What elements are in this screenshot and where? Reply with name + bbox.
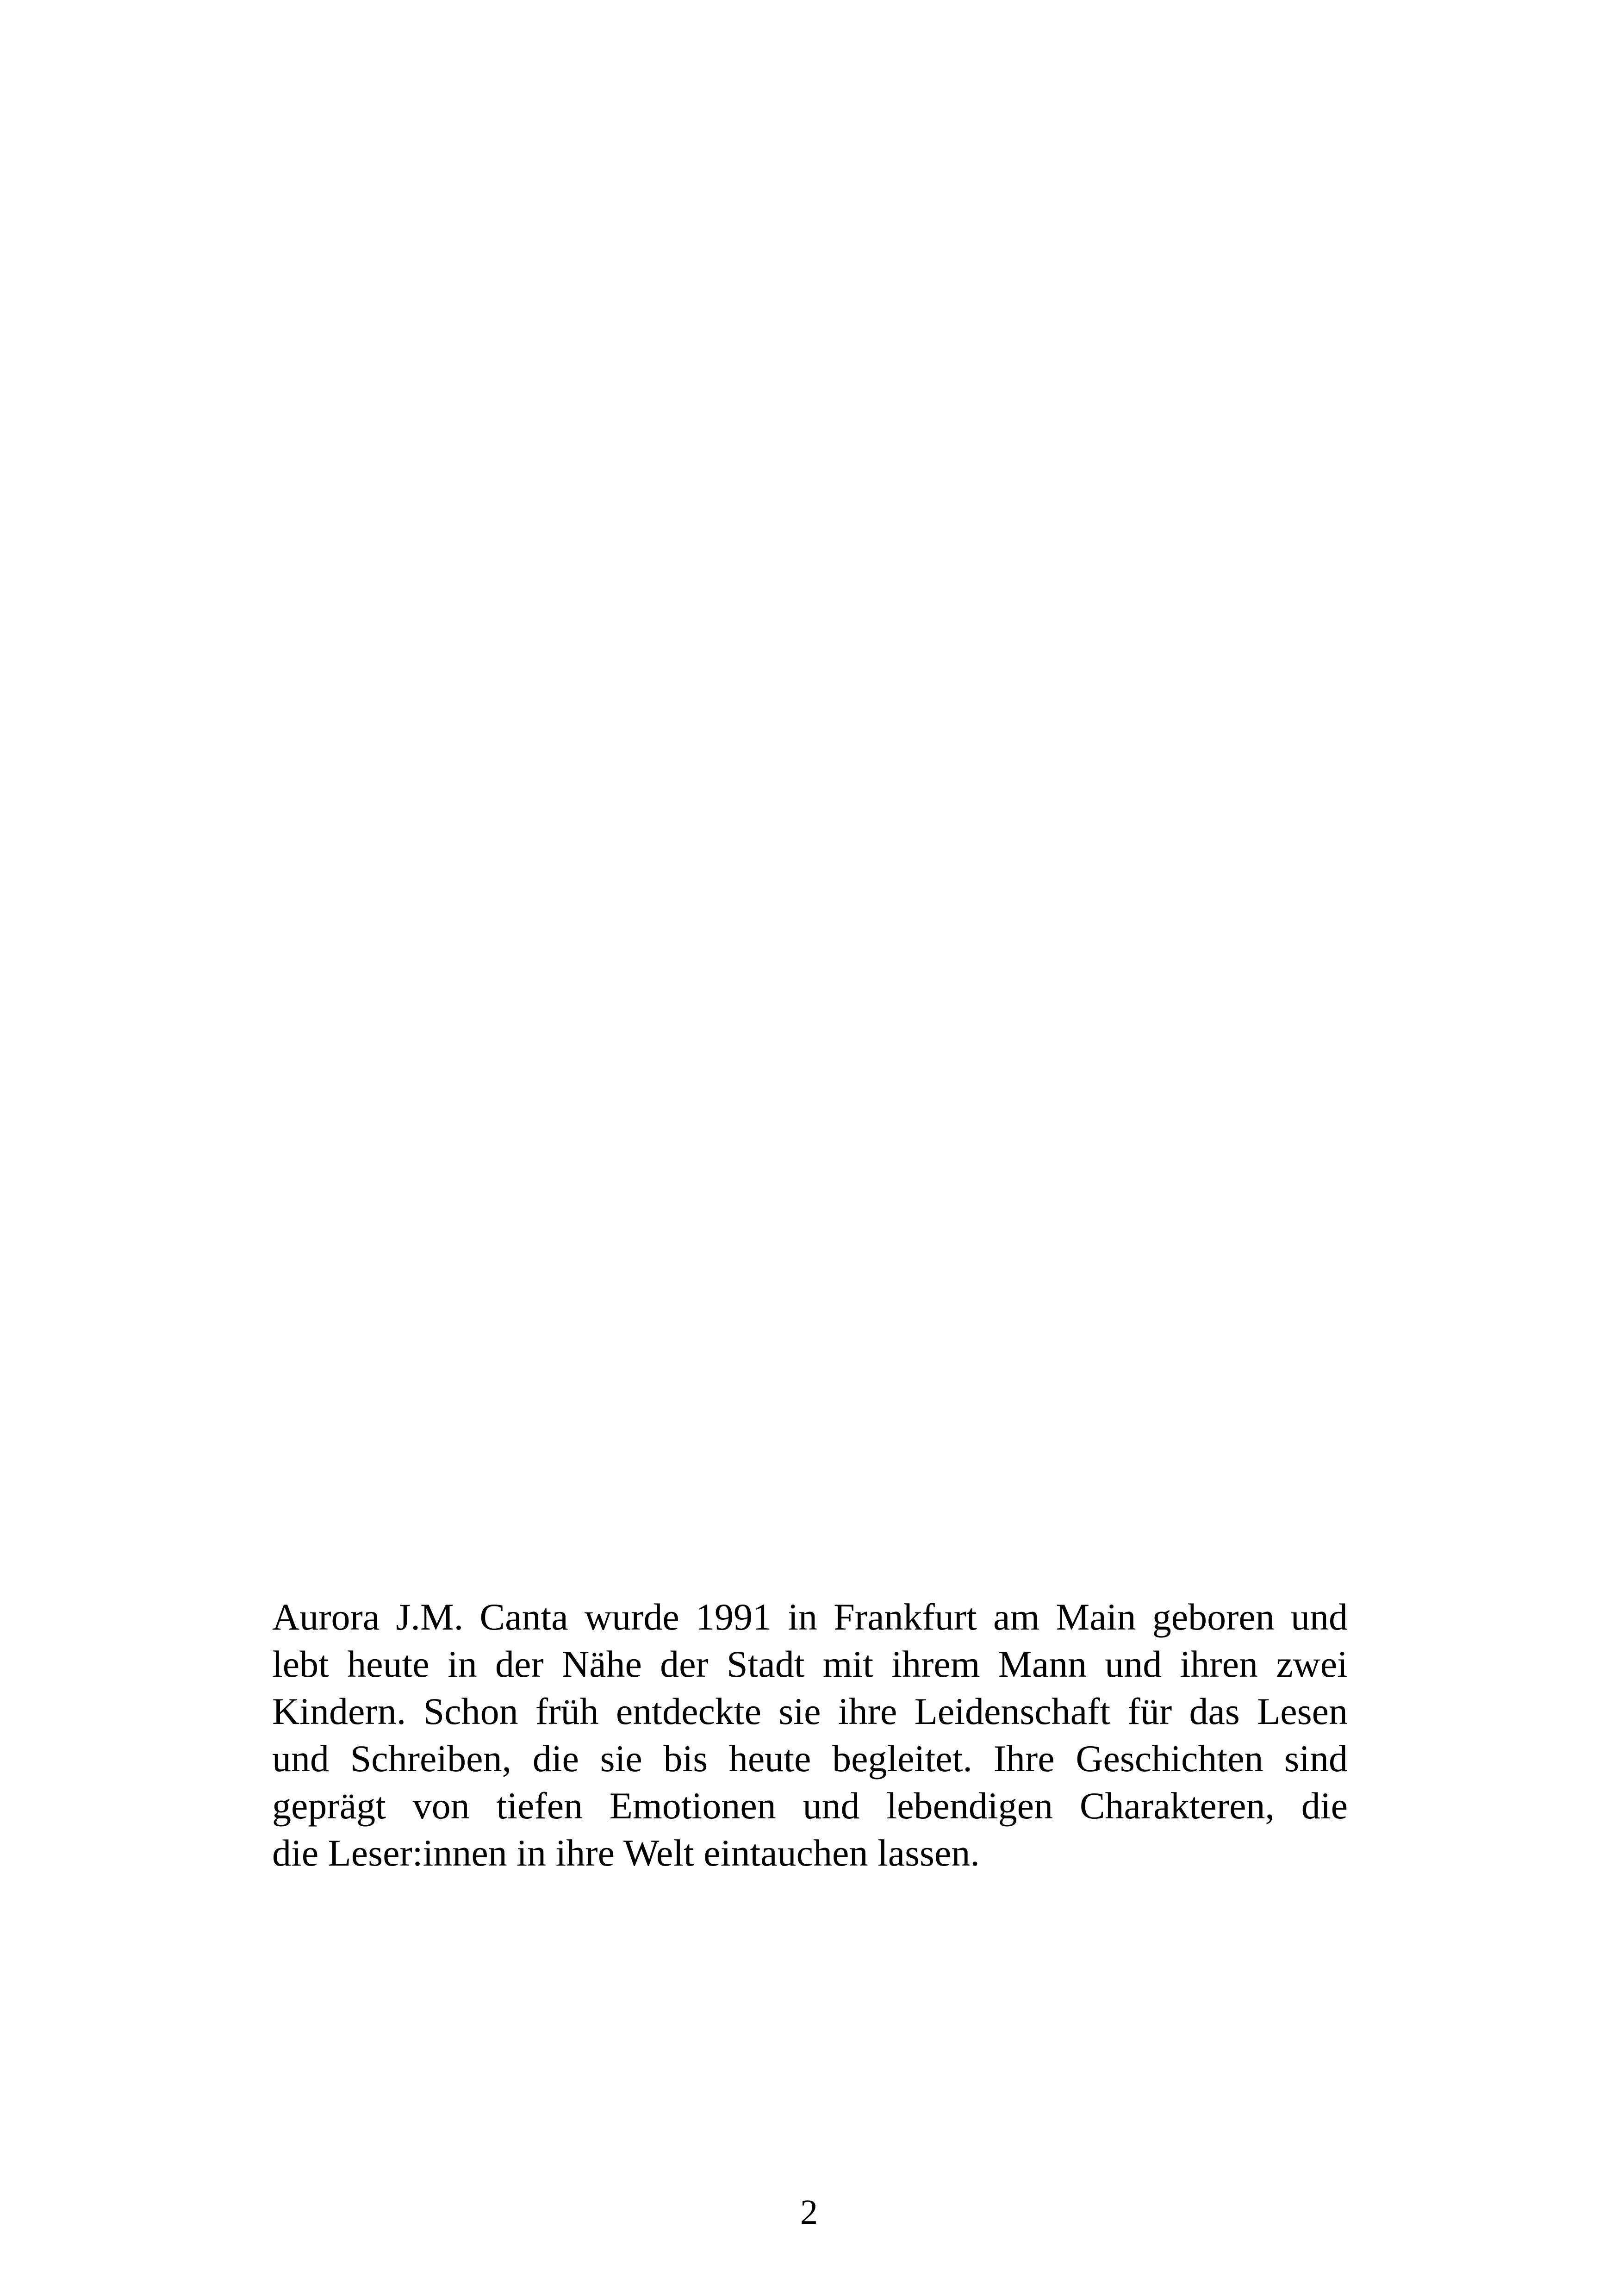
bio-line: und Schreiben, die sie bis heute begleitet. Ihre Geschichten sind [272, 1737, 1348, 1780]
bio-line: geprägt von tiefen Emotionen und lebendigen Charakteren, die [272, 1785, 1348, 1827]
bio-line: die Leser:innen in ihre Welt eintauchen lassen. [272, 1832, 980, 1874]
page-number: 2 [800, 2193, 818, 2232]
bio-line: lebt heute in der Nähe der Stadt mit ihrem Mann und ihren zwei [272, 1643, 1348, 1685]
bio-line: Kindern. Schon früh entdeckte sie ihre Leidenschaft für das Lesen [272, 1690, 1348, 1732]
bio-line: Aurora J.M. Canta wurde 1991 in Frankfurt am Main geboren und [272, 1596, 1348, 1638]
author-bio-paragraph [272, 1593, 1348, 1877]
